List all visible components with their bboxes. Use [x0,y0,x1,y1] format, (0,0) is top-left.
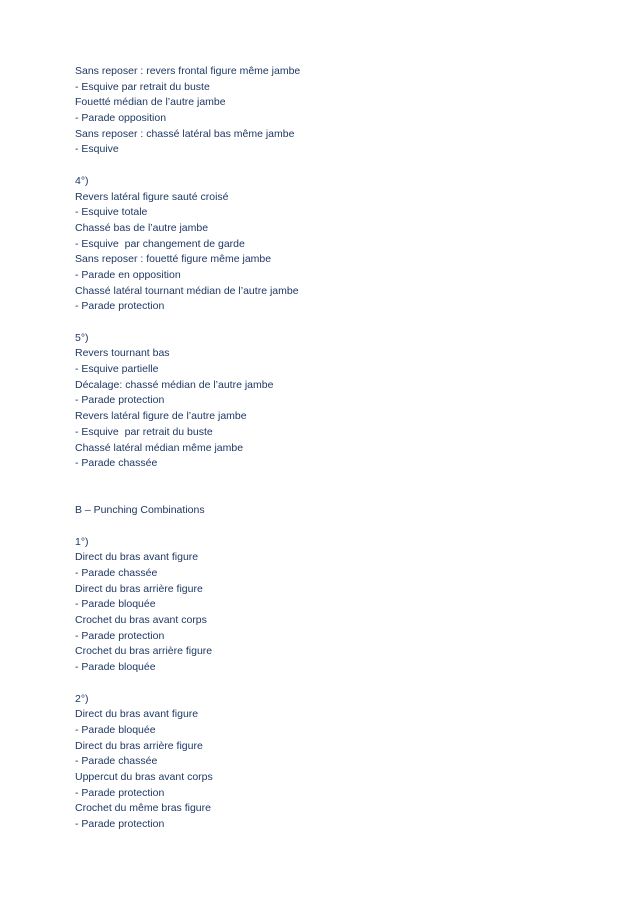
text-line: Sans reposer : fouetté figure même jambe [75,253,272,266]
text-line: - Parade chassée [75,567,158,580]
text-line: Décalage: chassé médian de l’autre jambe [75,378,274,391]
text-line: - Esquive totale [75,206,148,219]
text-line: Direct du bras avant figure [75,551,199,564]
part-b [75,503,615,832]
part-b-section-1 [75,535,615,676]
section-number: 1°) [75,535,89,548]
text-line: - Esquive par retrait du buste [75,80,210,93]
section-number: 5°) [75,331,89,344]
text-line: - Parade chassée [75,457,158,470]
spacer [75,472,615,503]
section-number: 2°) [75,692,89,705]
text-line: - Parade protection [75,786,165,799]
text-line: Sans reposer : revers frontal figure même jambe [75,65,301,77]
text-line: - Parade protection [75,394,165,407]
text-line: - Esquive partielle [75,363,159,376]
text-line: - Parade en opposition [75,268,181,281]
spacer [75,158,615,174]
text-line: - Parade bloquée [75,723,156,736]
text-line: - Esquive par changement de garde [75,237,245,250]
text-line: - Parade protection [75,300,165,313]
text-line: Chassé latéral tournant médian de l’autre jambe [75,284,299,297]
text-line: - Parade chassée [75,755,158,768]
text-line: Direct du bras avant figure [75,708,199,721]
text-line: Crochet du bras arrière figure [75,645,213,658]
text-line: - Parade protection [75,818,165,831]
text-line: Revers latéral figure sauté croisé [75,190,229,203]
text-line: - Esquive [75,143,119,156]
text-line: Crochet du même bras figure [75,802,211,815]
text-line: - Parade bloquée [75,598,156,611]
text-line: Chassé latéral médian même jambe [75,441,244,454]
text-line: Crochet du bras avant corps [75,614,207,627]
part-heading: B – Punching Combinations [75,504,205,517]
text-line: Direct du bras arrière figure [75,582,203,595]
spacer [75,519,615,535]
text-line: Direct du bras arrière figure [75,739,203,752]
text-line: - Parade bloquée [75,661,156,674]
section-5 [75,331,615,472]
text-line: Chassé bas de l’autre jambe [75,221,209,234]
section-4 [75,174,615,315]
text-line: Fouetté médian de l’autre jambe [75,96,226,109]
text-line: Uppercut du bras avant corps [75,770,213,783]
section-number: 4°) [75,174,89,187]
document-page [75,64,615,833]
text-line: - Parade opposition [75,112,167,125]
part-b-section-2 [75,692,615,833]
spacer [75,676,615,692]
text-line: Revers latéral figure de l’autre jambe [75,410,247,423]
text-line: Sans reposer : chassé latéral bas même jambe [75,127,295,140]
text-line: - Parade protection [75,629,165,642]
intro-block [75,64,615,158]
text-line: Revers tournant bas [75,347,170,360]
spacer [75,315,615,331]
text-line: - Esquive par retrait du buste [75,425,213,438]
